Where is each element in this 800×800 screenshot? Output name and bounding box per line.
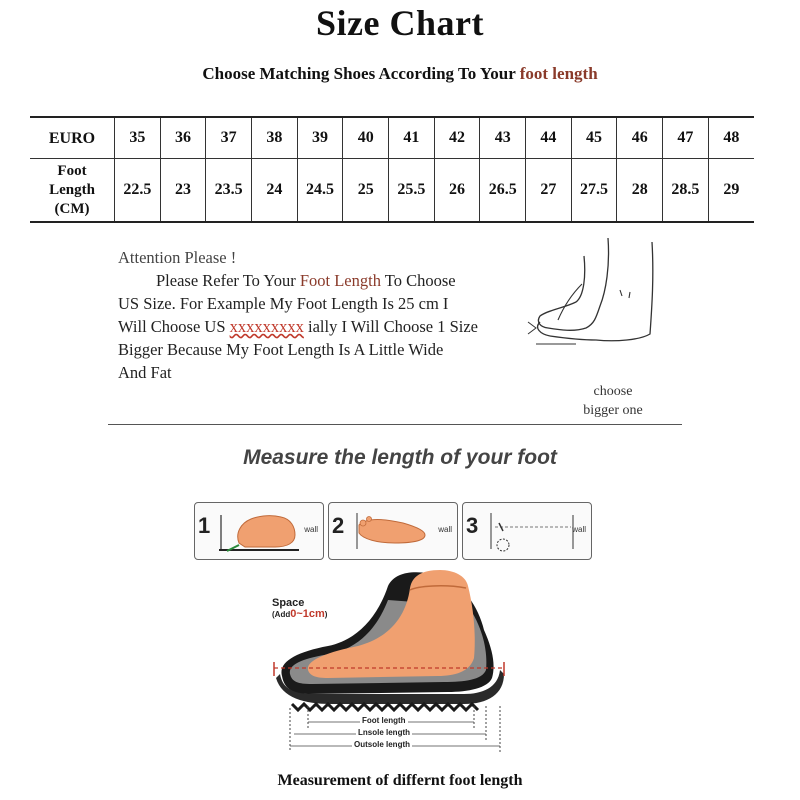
step-number: 1 — [198, 513, 211, 538]
foot-length-dim-label: Foot length — [362, 716, 406, 725]
euro-size-cell: 48 — [708, 117, 754, 159]
space-add-text: ) — [324, 610, 328, 619]
attention-text: Please Refer To Your — [156, 271, 300, 290]
foot-length-cell: 22.5 — [115, 159, 161, 223]
foot-label-line: (CM) — [54, 200, 90, 217]
euro-size-cell: 40 — [343, 117, 389, 159]
step-1-panel — [194, 502, 324, 560]
space-add-value: 0~1cm — [290, 608, 325, 620]
foot-length-cell: 25 — [343, 159, 389, 223]
foot-length-cell: 23 — [160, 159, 206, 223]
measure-title: Measure the length of your foot — [243, 446, 557, 469]
step-number: 2 — [332, 513, 345, 538]
euro-size-cell: 43 — [480, 117, 526, 159]
space-add-text: (Add — [272, 610, 291, 619]
note-line: bigger one — [583, 403, 643, 418]
foot-length-cell: 28.5 — [663, 159, 709, 223]
euro-size-cell: 47 — [663, 117, 709, 159]
euro-size-cell: 36 — [160, 117, 206, 159]
measure-steps — [194, 502, 594, 560]
note-line: choose — [593, 384, 633, 399]
choose-bigger-note — [568, 382, 658, 420]
euro-size-cell: 42 — [434, 117, 480, 159]
attention-text: Will Choose US — [118, 317, 230, 336]
attention-line-1 — [118, 269, 538, 292]
foot-length-cell: 23.5 — [206, 159, 252, 223]
foot-label-line: Foot — [57, 162, 87, 179]
page-title: Size Chart — [316, 3, 484, 43]
foot-length-cell: 27 — [526, 159, 572, 223]
euro-size-cell: 35 — [115, 117, 161, 159]
foot-length-cell: 26 — [434, 159, 480, 223]
euro-size-cell: 39 — [297, 117, 343, 159]
euro-label: EURO — [30, 117, 115, 159]
foot-sketch-icon — [520, 236, 670, 366]
step-2-panel — [328, 502, 458, 560]
section-divider — [108, 424, 682, 425]
measurement-caption: Measurement of differnt foot length — [277, 772, 523, 789]
step-3-panel — [462, 502, 592, 560]
attention-text: To Choose — [380, 271, 456, 290]
size-chart-table — [30, 116, 754, 223]
space-text: Space — [272, 597, 305, 609]
attention-line-2: US Size. For Example My Foot Length Is 25 cm I — [118, 294, 449, 313]
attention-heading: Attention Please ! — [118, 248, 237, 267]
subtitle-highlight: foot length — [519, 64, 598, 83]
page-subtitle — [0, 64, 800, 84]
attention-text: ially I Will Choose 1 Size — [303, 317, 478, 336]
wall-label: wall — [304, 525, 318, 534]
foot-length-cell: 29 — [708, 159, 754, 223]
foot-length-cell: 28 — [617, 159, 663, 223]
subtitle-text: Choose Matching Shoes According To Your — [202, 64, 520, 83]
attention-note — [118, 246, 538, 384]
foot-length-label — [30, 159, 115, 223]
masked-size-text: xxxxxxxxx — [229, 317, 304, 336]
attention-line-3 — [118, 315, 538, 338]
euro-size-cell: 38 — [252, 117, 298, 159]
foot-length-cell: 25.5 — [389, 159, 435, 223]
foot-label-line: Length — [49, 181, 95, 198]
euro-size-cell: 46 — [617, 117, 663, 159]
foot-length-cell: 24.5 — [297, 159, 343, 223]
euro-size-cell: 44 — [526, 117, 572, 159]
euro-row — [30, 117, 754, 159]
wall-label: wall — [438, 525, 452, 534]
foot-length-row — [30, 159, 754, 223]
attention-line-5: And Fat — [118, 363, 172, 382]
foot-length-cell: 24 — [252, 159, 298, 223]
attention-highlight: Foot Length — [299, 271, 381, 290]
euro-size-cell: 41 — [389, 117, 435, 159]
foot-length-cell: 27.5 — [571, 159, 617, 223]
euro-size-cell: 37 — [206, 117, 252, 159]
attention-line-4: Bigger Because My Foot Length Is A Little Wide — [118, 340, 444, 359]
insole-length-dim-label: Lnsole length — [358, 728, 410, 737]
space-label — [272, 598, 327, 620]
step-number: 3 — [466, 513, 479, 538]
euro-size-cell: 45 — [571, 117, 617, 159]
outsole-length-dim-label: Outsole length — [354, 740, 410, 749]
wall-label: wall — [572, 525, 586, 534]
foot-length-cell: 26.5 — [480, 159, 526, 223]
